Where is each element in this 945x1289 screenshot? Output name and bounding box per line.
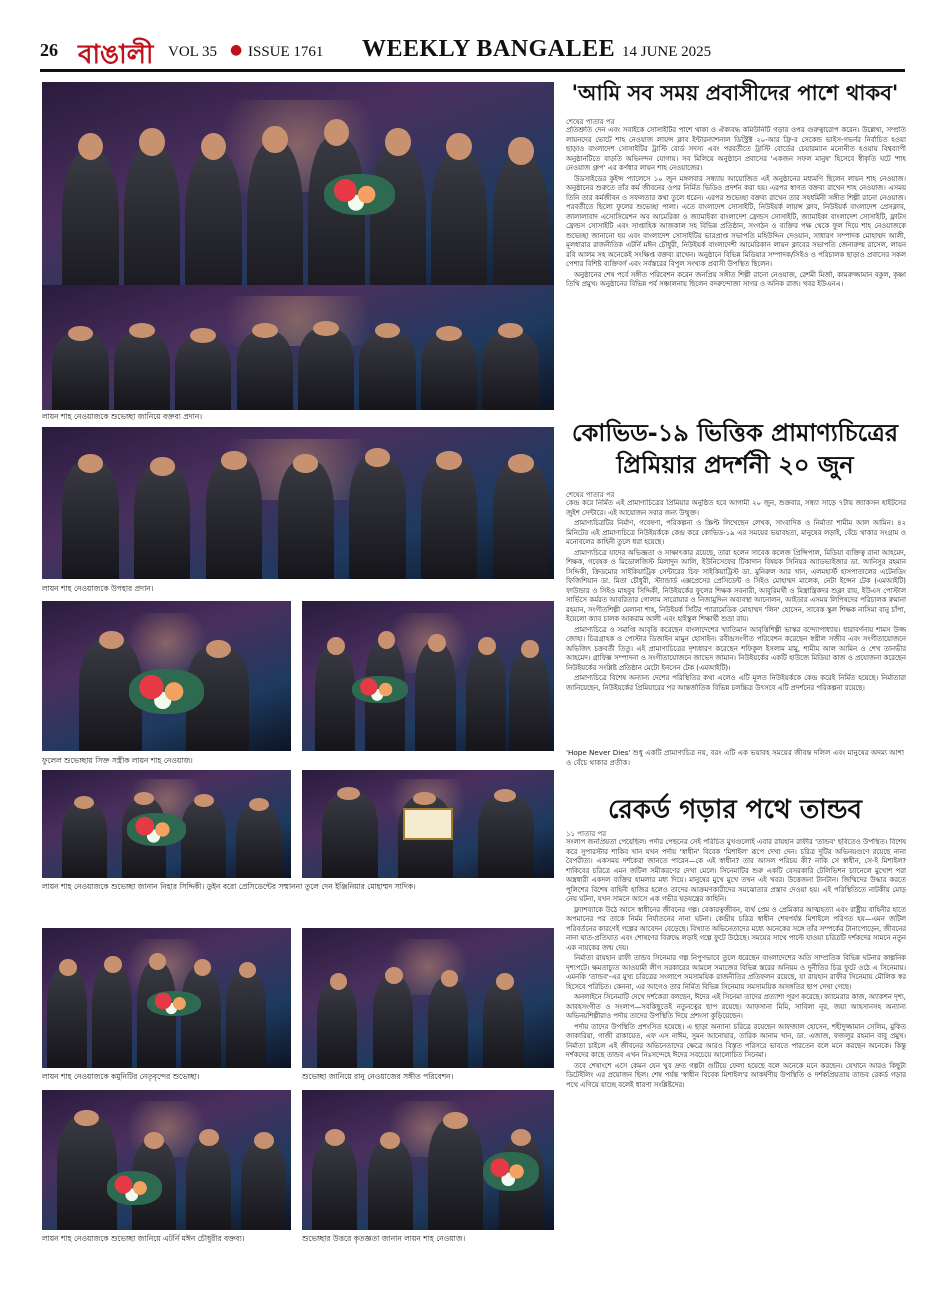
photo-speaker-at-mic — [42, 286, 554, 410]
article-paragraph: উডসাইডের কুইন্স প্যালেসে ১০ জুন মঙ্গলবার সন্ধ্যায় আয়োজিত এই অনুষ্ঠানের মধ্যমণি ছিলেন লায়ন শাহ নেওয়াজ। অনুষ্ঠানের শুরুতে তাঁর কর্ম জীবনের ওপর নির্মিত ভিডিও প্রদর্শন করা হয়। এরপর স্বাগত বক্তব্য রাখেন শাহ নেওয়াজ। এসময় তিনি তার কর্মজীবন ও সফলতার কথা তুলে ধরেন। এরপর শুভেচ্ছা বক্তব্য রাখেন তার সহধর্মিনী সঙ্গীত শিল্পী রানো নেওয়াজ। পরবর্তীতে ছিলো ফুলের শুভেচ্ছা পালা। এতে বাংলাদেশ সোসাইটি, নিউইয়র্ক লায়ন্স ক্লাব, নিউইয়র্ক বাংলাদেশ প্রেসক্লাব, জালালাবাদ এসোসিয়েশন অব আমেরিকা ও জ্যামাইকা বাংলাদেশ ফ্রেন্ডস সোসাইটি, জ্যামাইকা বাংলাদেশ সোসাইটি, ফ্লাটস ফ্রেন্ডস সোসাইটি এবং সাপ্তাহিক আজকাল সহ বিভিন্ন প্রতিষ্ঠান, সংগঠন ও ব্যক্তির পক্ষ থেকে ফুল দিয়ে শাহ নেওয়াজকে শুভেচ্ছা জানানো হয় এবং বাংলাদেশ সোসাইটির ভারপ্রাপ্ত সভাপতি মহিউদ্দিন দেওয়ান, সাধারণ সম্পাদক মোহাম্মদ আলী, মূলধারার রাজনীতিক এটর্নি মঈন চৌধুরী, নিউইয়র্ক বাংলাদেশী আমেরিকান লায়ন ক্লাবের সভাপতি জেনারুল্ম রাসেল, লায়ন রবি আলম সহ অনেকেই সংক্ষিপ্ত বক্তব্য রাখেন। অনুষ্ঠানে বিভিন্ন মিডিয়ার সম্পাদক/সিইও ও পরিচালক ছাড়াও প্রবাসের সকল পেশার বিশিষ্ট ব্যক্তিবর্গ এবং সর্বস্তরের বিপুল সংখ্যক প্রবাসী উপস্থিত ছিলেন। — [566, 174, 906, 269]
article-paragraph: প্রামাণ্যচিত্রে বিশেষ অন্যান্য দেশের পরিস্থিতির কথা এলেও এটি মূলত নিউইয়র্ককে কেন্দ্র করেই নির্মিত হয়েছে। নির্মাতারা জানিয়েছেন, নিউইয়র্কের প্রিমিয়ারের পর আন্তর্জাতিক বিভিন্ন চলচ্চিত্র উৎসবে এটি প্রদর্শনের পরিকল্পনা রয়েছে। — [566, 674, 906, 692]
article-body — [566, 838, 906, 1178]
article-paragraph: প্রামাণ্যচিত্রটির নির্মাণ, গবেষণা, পরিকল্পনা ও স্ক্রিপ্ট লিখেছেন লেখক, সাংবাদিক ও নির্মাতা শামীম আল আমিন। ৪২ মিনিটের এই প্রামাণ্যচিত্রে নিউইয়র্ককে কেন্দ্র করে কোভিড-১৯ এর সময়ের ভয়াবহতা, মানুষের লড়াই, বেঁচে থাকার সংগ্রাম ও মনোবলের কাহিনী তুলে ধরা হয়েছে। — [566, 519, 906, 547]
issue-date: 14 JUNE 2025 — [622, 44, 712, 60]
photo-citation-award — [302, 770, 554, 878]
photo-community-leaders — [42, 928, 291, 1068]
article-paragraph: প্রামাণ্যচিত্রে ও সমাপ্তি আবৃত্তি করেছেন বাংলাদেশের খ্যাতিমান আবৃত্তিশিল্পী ভাস্কর বন্দ্যোপাধ্যায়। ধারাবর্ণনায় শামস উজ্জ জোহা। চিত্রগ্রাহক ও পোস্টার ডিজাইন মামুন হোসাইন। রবীন্দ্রসংগীত পরিবেশন করেছেন স্বপ্নীল সজীব এবং সংগীতায়োজনে অভিজিৎ চক্রবর্তী তিতু। এই প্রামাণ্যচিত্রের দৃশ্যধারণ করেছেন শফিকুল ইসলাম মামু, শামীম আল আমিন ও শেখ তানভীর আহমেদ। গ্রাফিক্স সম্পাদনা ও সংগীতায়োজনে জাভেদ জামান। নিউইয়র্কের একটি হাউজে মিডিয়া কাজ ও প্রযোজনা করেছেন নিউইয়র্কের সংশ্লিষ্ট প্রতিষ্ঠান মেটো ইনসেন টেক (এমআইটি)। — [566, 625, 906, 672]
article-paragraph: তবে শেষাংশে এসে কেমন যেন খুব দ্রুত গল্পটা গুটিয়ে ফেলা হয়েছে বলে অনেকে মনে করছেন। যেখানে আরও কিছুটা ডিটেইলিং এর প্রয়োজন ছিল। শেষ পর্যন্ত 'স্বাধীন বিবেক মিশাইল'র আকর্ষণীয় উপস্থিতি ও দর্শকপ্রিয়তায় তান্ডব রেকর্ড গড়ার পথে এগিয়ে যাচ্ছে বলেই ধারণা সংশ্লিষ্টদের। — [566, 1061, 906, 1089]
photo-gratitude-speech — [302, 1090, 554, 1230]
issue-label: ISSUE 1761 — [248, 44, 324, 60]
photo-caption: ফুলেল শুভেচ্ছায় সিক্ত সস্ত্রীক লায়ন শাহ নেওয়াজ। — [42, 756, 193, 765]
photo-gift-presentation — [42, 427, 554, 579]
photo-attorney-speech — [42, 1090, 291, 1230]
article-jump-line: শেষের পাতার পর — [566, 118, 615, 126]
photo-caption: লায়ন শাহ নেওয়াজকে শুভেচ্ছা জানিয়ে এটর্নি মঈন চৌধুরীর বক্তব্য। — [42, 1234, 245, 1243]
article-headline-line1: কোভিড-১৯ ভিত্তিক প্রামাণ্যচিত্রের — [571, 419, 899, 447]
article-paragraph: নির্মাতা রায়হান রাফী তান্ডব সিনেমার গল্প নিপুণভাবে তুলে ধরেছেন বাংলাদেশের অতি সাম্প্রতিক বিভিন্ন ঘটনার কাল্পনিক দৃশ্যপটে। ক্ষমতাচ্যুত আওয়ামী লীগ সরকারের আমলে সমাজের বিভিন্ন স্তরের অনিয়ম ও দুর্নীতির চিত্র ফুটে ওঠে এ সিনেমায়। এমনকি 'তান্ডব'-এর মুখ্য চরিত্রের সংলাপে সমসাময়িক রাজনীতির প্রতিফলন রয়েছে, যা রায়হান রাফীর সিনেমায় মৌলিক স্বর হিসেবে পরিচিত। কেননা, এর আগেও তার নির্মিত বিভিন্ন সিনেমায় সমসাময়িক অসঙ্গতির ছাপ দেখা গেছে। — [566, 954, 906, 991]
newspaper-logo: বাঙালী — [78, 40, 154, 70]
article-paragraph: সংলাপ জনপ্রিয়তা পেয়েছিল। পর্দার পেছনের সেই পরিচিত মুখগুলোই এবার রায়হান রাফীর 'তান্ডব' ছবিতেও উপস্থিত। বিশেষ করে সুপারস্টার শাকিব খান যখন পর্দায় 'স্বাধীন' বিবেক 'মিশাইল' রূপে দেখা দেন। চরিত্র দুটির অভিনয়গুণে রয়েছে নানা বৈপরীত্য। একসময় দর্শকেরা জানতে পারেন—কে এই স্বাধীন? তার আসল পরিচয় কী? নাকি সে স্বাধীন, সে-ই মিশাইল? শাকিবের চরিত্রে এমন জটিল সমীকরণের দেখা মেলে। সিনেমাটির শুরু একটি বেসরকারি টেলিভিশন চ্যানেলে মুখোশ পরা অস্ত্রধারী একদল ব্যক্তির হামলার মধ্য দিয়ে। মানুষের মুখে মুখে তখন এই খবর। উত্তেজনা টানটান। জিম্মিদের উদ্ধার করতে পুলিশের বিশেষ বাহিনী হাজির হলেও তাদের আক্রমণকারীদের সমঝোতার প্রস্তাব দেওয়া হয়। এই পরিস্থিতিতে নাটকীয় মোড় নেয় ঘটনা, যখন সামনে আসে এক গভীর ষড়যন্ত্রের কাহিনি। — [566, 838, 906, 904]
article-paragraph: অনলাইনে সিনেমাটি দেখে দর্শকেরা বলছেন, ঈদের এই সিনেমা তাদের প্রত্যাশা পূরণ করেছে। ক্যামেরার কাজ, অ্যাকশন দৃশ্য, আবহসংগীত ও সংলাপ—সবকিছুতেই নতুনত্বের ছাপ রয়েছে। আফসানা মিমি, সাবিলা নূর, জয়া আহসানসহ অন্যান্য অভিনয়শিল্পীরাও পর্দায় তাদের উপস্থিতি দিয়ে প্রশংসা কুড়িয়েছেন। — [566, 993, 906, 1021]
separator-dot: ● — [230, 42, 243, 58]
article-paragraph: প্রতিশ্রুতি দেন এবং সবাইকে সোসাইটির পাশে থাকা ও ঐক্যবদ্ধ কমিউনিটি গড়ার ওপর গুরুত্বারোপ করেন। উল্লেখ্য, সম্প্রতি লায়নদের ভোটে শাহ নেওয়াজ লায়ন্স ক্লাব ইন্টারন্যাশনাল ডিস্ট্রিক্ট ২০-আর ফ্রি-র সেকেন্ড ভাইস-গভর্নর নির্বাচিত হওয়া ছাড়াও বাংলাদেশ সোসাইটির ট্রাস্টি বোর্ড সদস্য এবং পরবর্তীতে ট্রাস্টি বোর্ডের চেয়ারম্যান মনোনীত হওয়ায় বিশ্বব্যাপী অনুষ্ঠানটিতে বাড়তি অভিনন্দন যোগায়। সব মিলিয়ে অনুষ্ঠানে প্রবাসের 'একজন সফল মানুষ' হিসেবে স্বীকৃতি ঘটে 'শাহ নেওয়াজ গ্রুপ' এর কর্ণধার লায়ন শাহ নেওয়াজের। — [566, 126, 906, 173]
photo-felicitation-flowers — [42, 82, 554, 312]
photo-music-performance — [302, 928, 554, 1068]
article-paragraph: প্রামাণ্যচিত্রে যাদের অভিজ্ঞতা ও সাক্ষাৎকার রয়েছে, তারা হলেন সাবেক কলেজ প্রিন্সিপাল, মিডিয়া ব্যক্তিত্ব রানা আহমেদ, শিক্ষক, গবেষক ও মিডোলজিস্ট মিলাদুন আলি, ইউনিসেফের টিকাদান বিষয়ক সিনিয়র অ্যাডভাইজার ডা. আনিসুর রহমান সিদ্দিকী, ক্রিডমোর সাইকিয়াট্রিক সেন্টারের চিফ সাইকিয়াট্রিস্ট ডা. মুনিরুল আর খান, এলমহার্স্ট হাসপাতালের এটেনডিং ফিজিশিয়ান ডা. মিতা চৌধুরী, স্ট্যান্ডার্ড এক্সপ্রেসের প্রেসিডেন্ট ও সিইও মোহাম্মদ মালেক, নেটা ইন্সেন টেক (এমআইটি) ফাউন্ডার ও সিইও মাহবুব সিদ্দিকী, নিউইয়র্কের ফুলের শিক্ষক সবনারী, আবুরিমর্থী ও মিস্ত্রান্ত্রিকদর শুক্লা রায়, ইউএস পোস্টাল সার্ভিসে কর্মরত আবরিতার গোলাম সারোয়ার ও নিজামুদ্দিন অব্যবস্থা আনোলন, আইডার এসময় লিপিষদের পরিচালক রুমানা রহমান, সংগীতশিল্পী মেলানা শাহ, নিউইয়র্ক সিটির প্যারামেডিক মোহাম্মদ 'লিন' হোসেন, সাবেক স্কুল শিক্ষক নাসিমা বানু চাঁপা, ইয়েলো ক্যাব চালক আকরাম আলী এবং হাইস্কুল শিক্ষার্থী শুভ্রা রায়। — [566, 548, 906, 624]
article-headline-line2: প্রিমিয়ার প্রদর্শনী ২০ জুন — [616, 451, 854, 479]
photo-caption: শুভেচ্ছা জানিয়ে রানু নেওয়াজের সঙ্গীত পরিবেশন। — [302, 1072, 454, 1081]
page-number: 26 — [40, 40, 58, 60]
article-jump-line: ১১ পাতার পর — [566, 830, 607, 838]
article-jump-line: শেষের পাতার পর — [566, 491, 615, 499]
article-paragraph: অনুষ্ঠানের শেষ পর্বে সঙ্গীত পরিবেশন করেন জনপ্রিয় সঙ্গীত শিল্পী রানো নেওয়াজ, রেশমী মির্জা, কামরুজ্জামান বকুল, কৃষ্ণা তিথি প্রমুখ। অনুষ্ঠানের বিভিন্ন পর্ব সঞ্চালনায় ছিলেন বদরুন্দোজা সাগর ও অনিক রাজ। খবর ইউএনএ। — [566, 270, 906, 289]
photo-caption: লায়ন শাহ নেওয়াজকে কমুনিটির নেতৃবৃন্দের শুভেচ্ছা। — [42, 1072, 200, 1081]
volume-label: VOL 35 — [168, 44, 218, 60]
page-header — [40, 32, 905, 72]
photo-caption: লায়ন শাহ নেওয়াজকে শুভেচ্ছা জানান নিহার সিদ্দিকী। ডুইন বরো প্রেসিডেন্টের সম্মাননা তুলে দেন ইঞ্জিনিয়ার মোহাম্মদ সাদিক। — [42, 882, 416, 891]
photo-lions-group-flowers — [302, 601, 554, 751]
article-headline: রেকর্ড গড়ার পথে তান্ডব — [608, 795, 862, 825]
article-body — [566, 126, 906, 416]
photo-caption: লায়ন শাহ নেওয়াজকে উপহার প্রদান। — [42, 584, 154, 593]
article-body — [566, 499, 906, 747]
article-paragraph: কেন্দ্র করে নির্মিত এই প্রামাণ্যচিত্রের প্রিমিয়ার অনুষ্ঠিত হবে আগামী ২০ জুন, শুক্রবার, সন্ধ্যা সাড়ে ৭টায় জ্যাকসন হাইটসের জুইশ সেন্টারে। এই আয়োজন সবার জন্য উন্মুক্ত। — [566, 499, 906, 517]
article-paragraph: ফ্ল্যাশব্যাকে উঠে আসে স্বাধীনের জীবনের গল্প। বেকারত্বজীবন, ব্যর্থ প্রেম ও প্রেমিকার আত্মহত্যা এবং রাষ্ট্রীয় বাহিনীর হাতে অপমানের পর তাকে নির্মম নির্যাতনের নানা ঘটনা। কেন্দ্রীয় চরিত্র স্বাধীন শেষপর্যন্ত মিশাইলে পরিণত হয়—এমন জটিল পরিবর্তনের কারণেই গল্পের আবেদন বেড়েছে। বিখ্যাত অভিনেতাদের মধ্যে অনেকের সঙ্গে তাঁর সম্পর্কের টানাপোড়েন, জীবনের নানা ঘাত-প্রতিঘাত এবং শোষণের বিরুদ্ধে লড়াই গল্পে ফুটে উঠেছে। সময়ের সাথে পাল্টে যাওয়া চরিত্রটি দর্শকদের সামনে নতুন এক নায়কের জন্ম দেয়। — [566, 905, 906, 952]
photo-caption: শুভেচ্ছার উত্তরে কৃতজ্ঞতা জানান লায়ন শাহ নেওয়াজ। — [302, 1234, 466, 1243]
article-headline: 'আমি সব সময় প্রবাসীদের পাশে থাকব' — [571, 81, 899, 105]
article-quote: 'Hope Never Dies' শুধু একটি প্রামাণ্যচিত্র নয়, বরং এটি এক ভয়াবহ সময়ের জীবন্ত দলিল এবং মানুষের অদম্য আশা ও বেঁচে থাকার প্রতীক। — [566, 748, 905, 767]
article-paragraph: পর্দায় তাদের উপস্থিতি প্রশংসিত হয়েছে। এ ছাড়া অন্যান্য চরিত্রে রয়েছেন আফজাল হোসেন, শহীদুজ্জামান সেলিম, মুকিত জাকারিয়া, গাজী রাকায়েত, এফ এস নাঈম, সুমন আনোয়ার, তারিক আনাম খান, ডা. এজাজ, ফজলুর রহমান বাবু প্রমুখ। নির্মাতা চাইলে এই জীবনের অভিনেতাদের ক্ষেত্রে আরও বিস্তৃত পরিসরে ভাবতে পারতেন বলে মনে করছেন অনেকে। কিন্তু দর্শকদের কাছে তান্ডব এখন নিঃসন্দেহে ঈদের সবচেয়ে আলোচিত সিনেমা। — [566, 1022, 906, 1060]
publication-title: WEEKLY BANGALEE — [362, 36, 616, 62]
photo-nihar-siddiqui — [42, 770, 291, 878]
photo-caption: লায়ন শাহ নেওয়াজকে শুভেচ্ছা জানিয়ে বক্তব্য প্রদান। — [42, 412, 203, 421]
photo-couple-flowers — [42, 601, 291, 751]
